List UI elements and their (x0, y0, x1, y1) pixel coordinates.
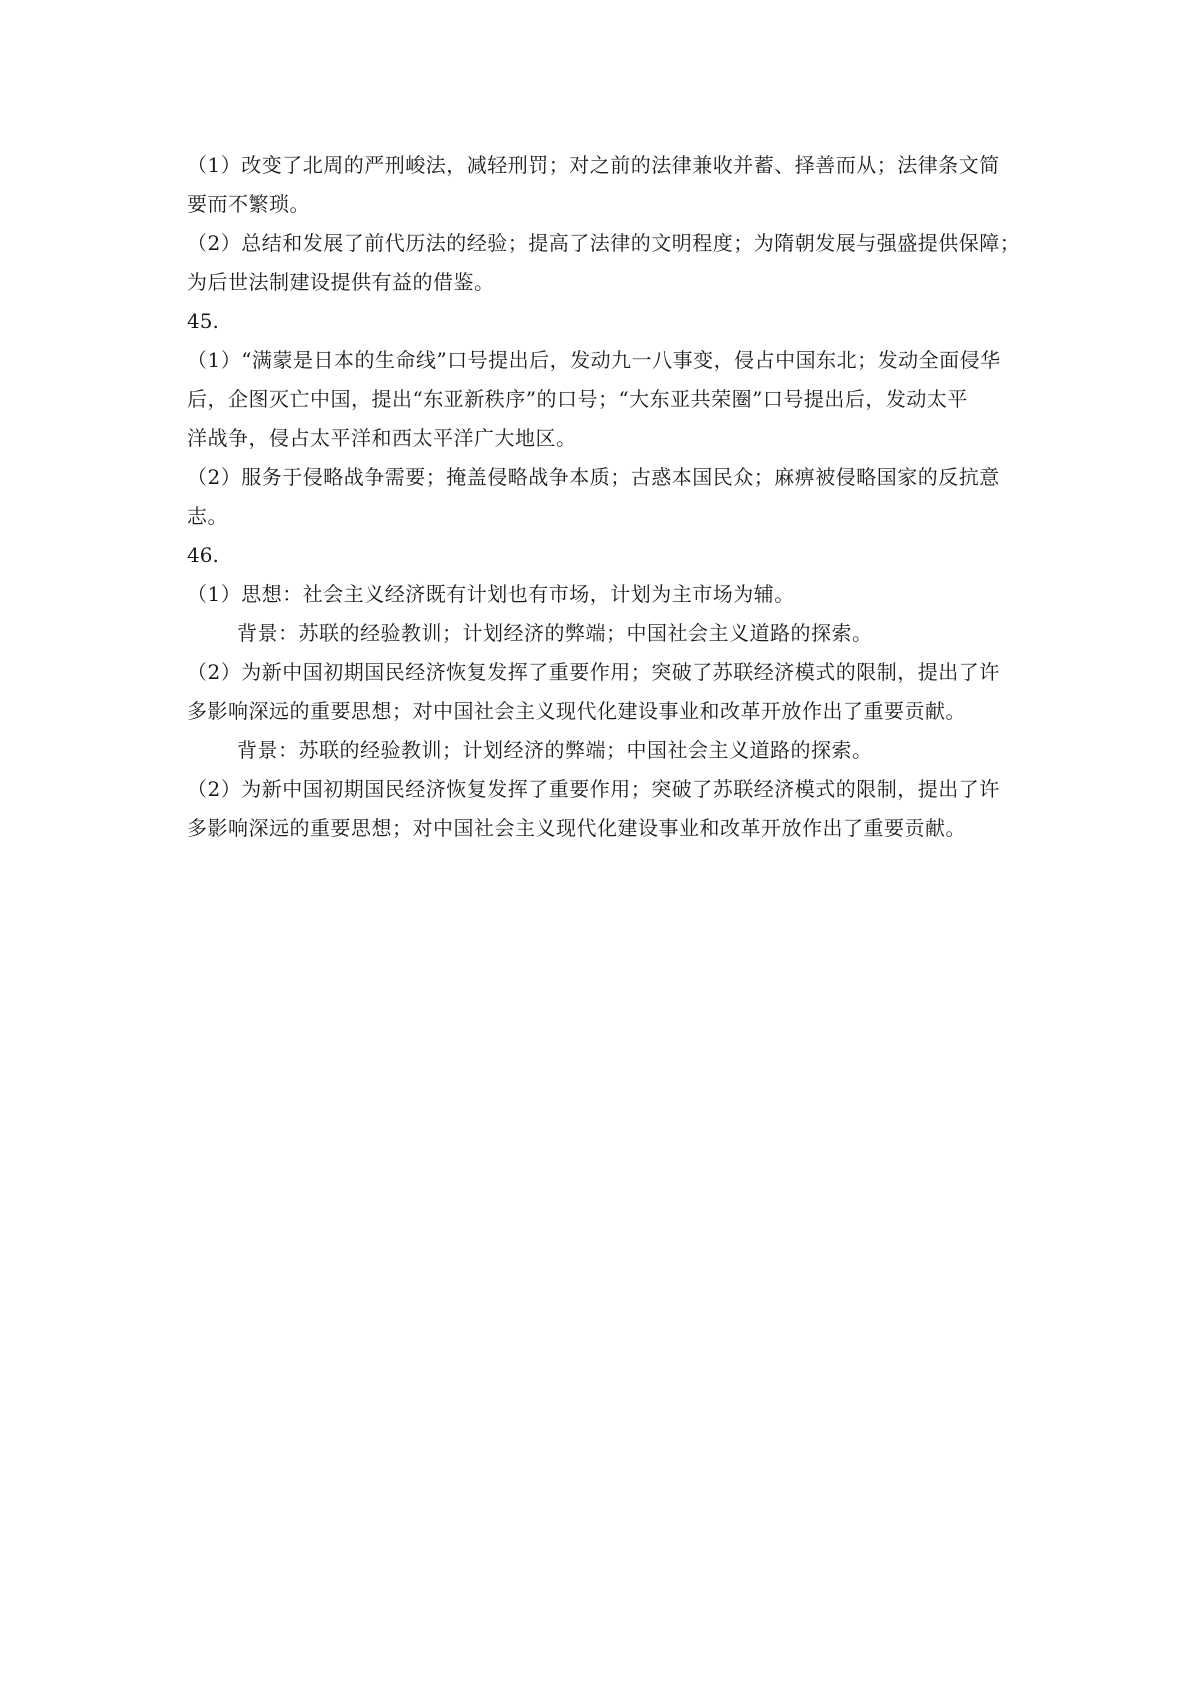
answer-line: （1）思想：社会主义经济既有计划也有市场，计划为主市场为辅。 (187, 582, 795, 606)
answer-line: 背景：苏联的经验教训；计划经济的弊端；中国社会主义道路的探索。 (237, 621, 873, 645)
answer-line: 志。 (187, 504, 228, 528)
answer-line: 要而不繁琐。 (187, 192, 310, 216)
answer-line: 为后世法制建设提供有益的借鉴。 (187, 270, 495, 294)
answer-line: 多影响深远的重要思想；对中国社会主义现代化建设事业和改革开放作出了重要贡献。 (187, 699, 966, 723)
answer-line: （1）改变了北周的严刑峻法，减轻刑罚；对之前的法律兼收并蓄、择善而从；法律条文简 (187, 153, 1000, 177)
answer-line: （1）“满蒙是日本的生命线”口号提出后，发动九一八事变，侵占中国东北；发动全面侵华 (187, 348, 1001, 372)
question-number-45: 45. (187, 309, 219, 333)
answer-line: （2）为新中国初期国民经济恢复发挥了重要作用；突破了苏联经济模式的限制，提出了许 (187, 777, 1000, 801)
answer-line: 背景：苏联的经验教训；计划经济的弊端；中国社会主义道路的探索。 (237, 738, 873, 762)
question-number-46: 46. (187, 543, 219, 567)
answer-line: （2）总结和发展了前代历法的经验；提高了法律的文明程度；为隋朝发展与强盛提供保障； (187, 231, 1021, 255)
answer-line: （2）服务于侵略战争需要；掩盖侵略战争本质；古惑本国民众；麻痹被侵略国家的反抗意 (187, 465, 1000, 489)
answer-line: 多影响深远的重要思想；对中国社会主义现代化建设事业和改革开放作出了重要贡献。 (187, 816, 966, 840)
answer-line: 后，企图灭亡中国，提出“东亚新秩序”的口号；“大东亚共荣圈”口号提出后，发动太平 (187, 387, 968, 411)
answer-line: （2）为新中国初期国民经济恢复发挥了重要作用；突破了苏联经济模式的限制，提出了许 (187, 660, 1000, 684)
document-page (187, 150, 1027, 852)
answer-line: 洋战争，侵占太平洋和西太平洋广大地区。 (187, 426, 577, 450)
